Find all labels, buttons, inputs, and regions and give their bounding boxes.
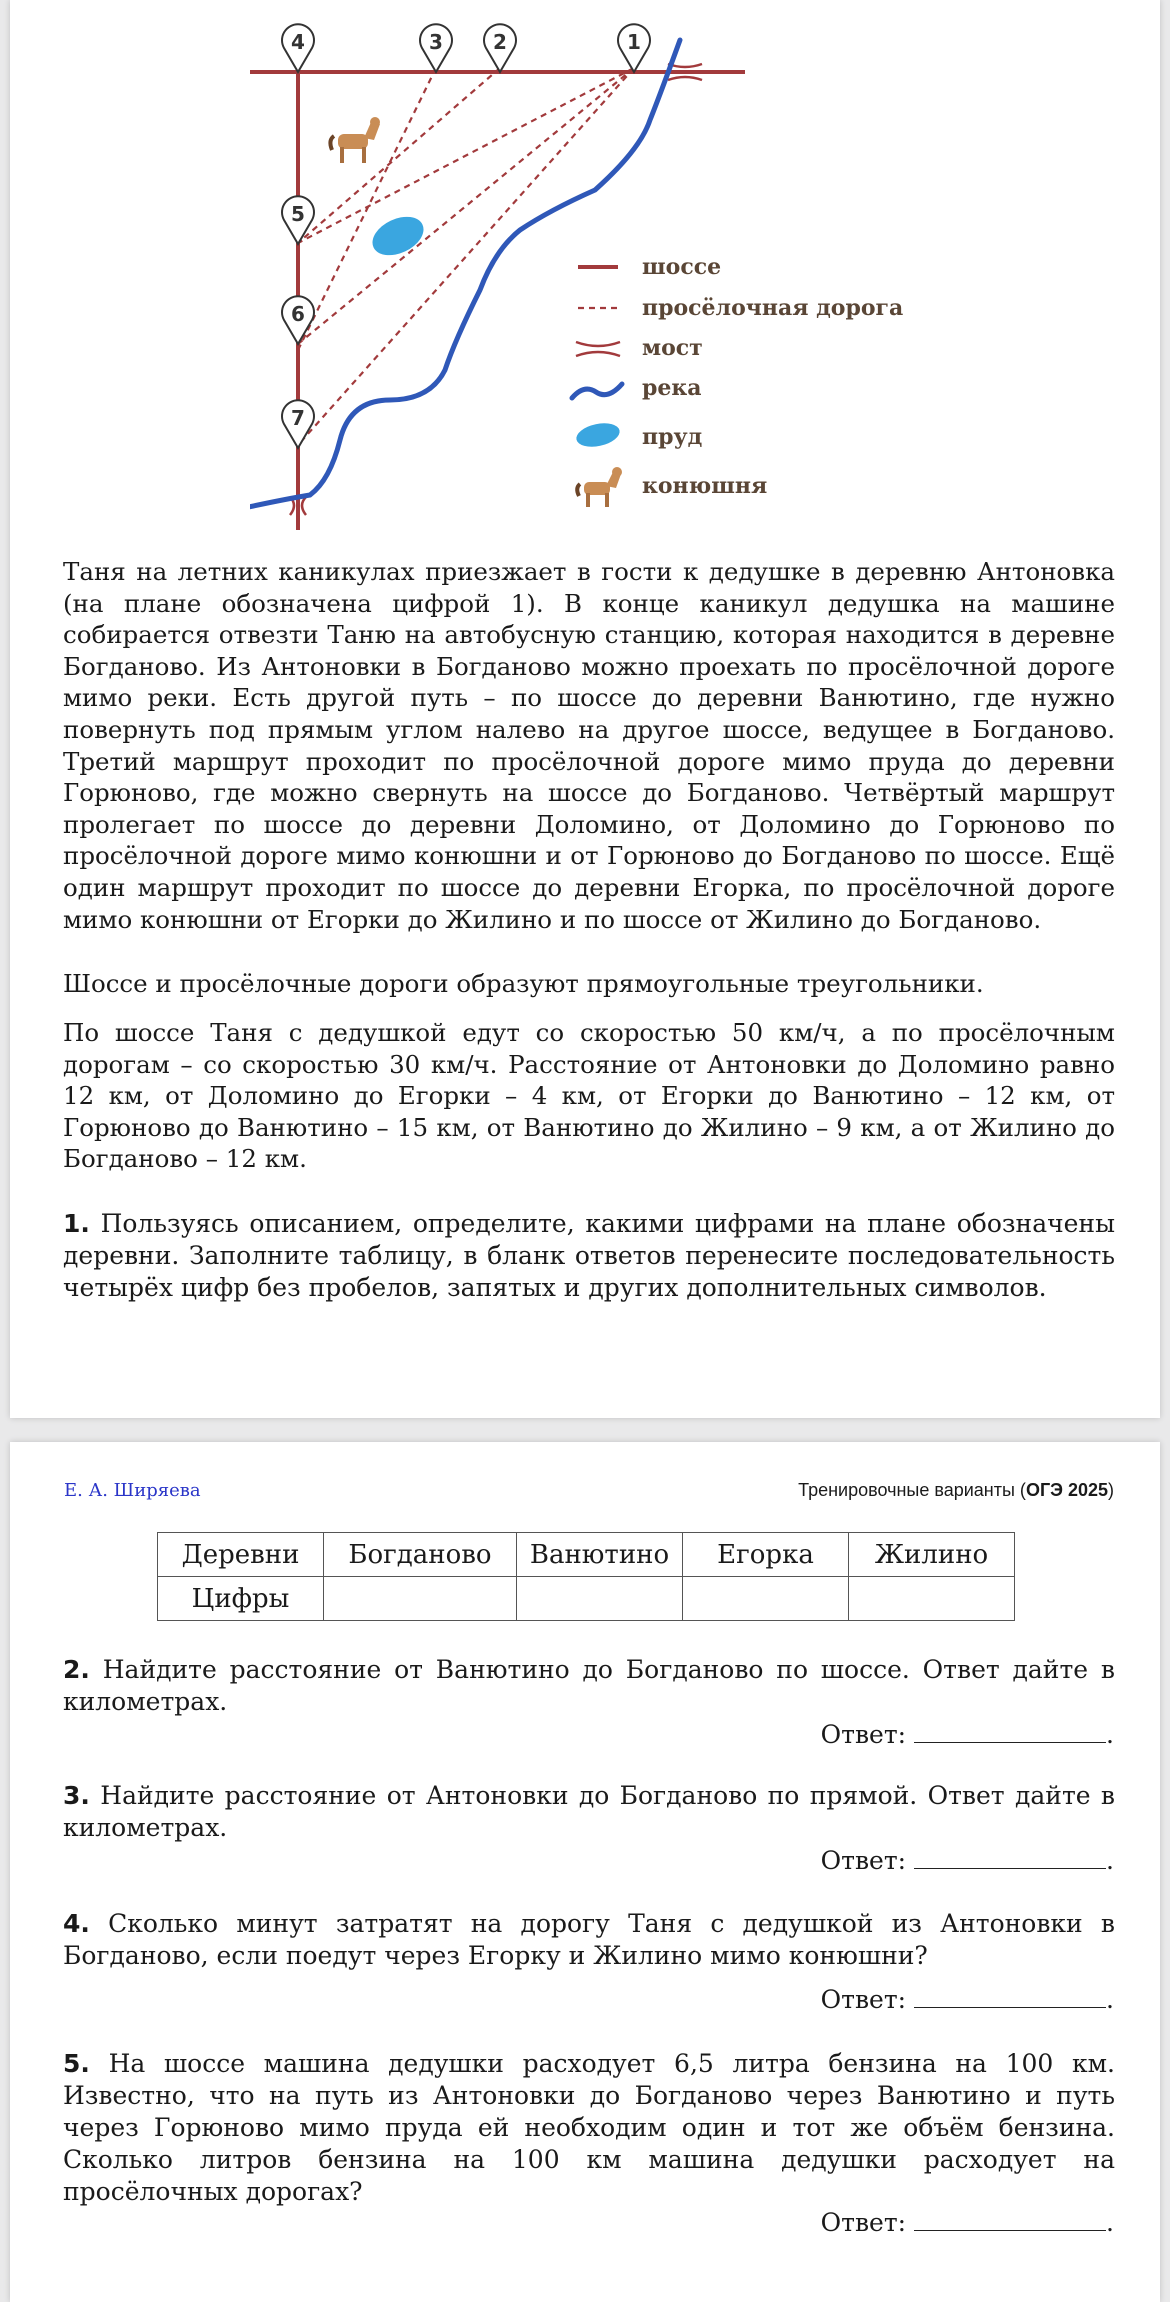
question-5: 5. На шоссе машина дедушки расходует 6,5 литра бензина на 100 км. Известно, что на путь из Антоновки до Богданово через Ванютино и путь через Горюново мимо пруда ей необходим один и тот же объём бензина. Сколько литров бензина на 100 км машина дедушки расходует на просёлочных дорогах? (63, 2049, 1115, 2206)
highway-roads (250, 40, 745, 530)
legend-stable: конюшня (642, 473, 768, 499)
pin-6 (282, 296, 314, 344)
legend-river: река (642, 375, 702, 401)
bridge-marks (290, 64, 702, 515)
table-header-cell: Жилино (849, 1533, 1015, 1577)
table-header-cell: Деревни (158, 1533, 324, 1577)
table-header-cell: Ванютино (517, 1533, 683, 1577)
answer-field-2[interactable]: Ответ: . (820, 1720, 1114, 1749)
table-header-cell: Егорка (683, 1533, 849, 1577)
svg-text:4: 4 (291, 30, 305, 54)
page-2 (10, 1442, 1160, 2302)
triangles-paragraph: Шоссе и просёлочные дороги образуют прямоугольные треугольники. (63, 969, 984, 998)
answer-cell[interactable] (683, 1577, 849, 1621)
pin-7 (282, 400, 314, 448)
legend-dirt-road: просёлочная дорога (642, 295, 904, 321)
question-2: 2. Найдите расстояние от Ванютино до Богданово по шоссе. Ответ дайте в километрах. (63, 1655, 1115, 1716)
table-row-label: Цифры (158, 1577, 324, 1621)
question-4: 4. Сколько минут затратят на дорогу Таня с дедушкой из Антоновки в Богданово, если поедут через Егорку и Жилино мимо конюшни? (63, 1909, 1115, 1970)
pin-2 (484, 24, 516, 72)
svg-text:5: 5 (291, 202, 305, 226)
answer-field-5[interactable]: Ответ: . (820, 2208, 1114, 2237)
pond-icon (366, 209, 429, 263)
svg-text:3: 3 (429, 30, 443, 54)
map-pins (282, 24, 650, 448)
question-1: 1. Пользуясь описанием, определите, какими цифрами на плане обозначены деревни. Заполните таблицу, в бланк ответов перенесите последовательность четырёх цифр без пробелов, запятых и других дополнительных символов. (63, 1209, 1115, 1302)
page-1 (10, 0, 1160, 1418)
speeds-paragraph: По шоссе Таня с дедушкой едут со скоростью 50 км/ч, а по просёлочным дорогам – со скоростью 30 км/ч. Расстояние от Антоновки до Доломино равно 12 км, от Доломино до Егорки – 4 км, от Егорки до Ванютино – 12 км, от Горюново до Ванютино – 15 км, от Ванютино до Жилино – 9 км, а от Жилино до Богданово – 12 км. (63, 1018, 1115, 1174)
map-legend (572, 254, 903, 507)
answer-field-4[interactable]: Ответ: . (820, 1985, 1114, 2014)
pin-3 (420, 24, 452, 72)
table-row (158, 1533, 1015, 1577)
svg-text:6: 6 (291, 302, 305, 326)
legend-highway: шоссе (642, 254, 722, 280)
village-map (250, 0, 950, 540)
author-name: Е. А. Ширяева (64, 1480, 201, 1501)
question-3: 3. Найдите расстояние от Антоновки до Богданово по прямой. Ответ дайте в километрах. (63, 1781, 1115, 1842)
story-paragraph: Таня на летних каникулах приезжает в гости к дедушке в деревню Антоновка (на плане обозначена цифрой 1). В конце каникул дедушка на машине собирается отвезти Таню на автобусную станцию, которая находится в деревне Богданово. Из Антоновки в Богданово можно проехать по просёлочной дороге мимо реки. Есть другой путь – по шоссе до деревни Ванютино, где нужно повернуть под прямым углом налево на другое шоссе, ведущее в Богданово. Третий маршрут проходит по просёлочной дороге мимо пруда до деревни Горюново, где можно свернуть на шоссе до Богданово. Четвёртый маршрут пролегает по шоссе до деревни Доломино, от Доломино до Горюново по просёлочной дороге мимо конюшни и от Горюново до Богданово по шоссе. Ещё один маршрут проходит по шоссе до деревни Егорка, по просёлочной дороге мимо конюшни от Егорки до Жилино и по шоссе от Жилино до Богданово. (63, 557, 1115, 934)
legend-horse-icon (577, 467, 622, 507)
svg-text:1: 1 (627, 30, 641, 54)
pin-1 (618, 24, 650, 72)
pin-4 (282, 24, 314, 72)
series-title: Тренировочные варианты (ОГЭ 2025) (798, 1480, 1114, 1500)
legend-pond: пруд (642, 424, 703, 450)
answer-cell[interactable] (517, 1577, 683, 1621)
table-header-cell: Богданово (324, 1533, 517, 1577)
answer-cell[interactable] (324, 1577, 517, 1621)
villages-table (157, 1532, 1015, 1621)
legend-bridge: мост (642, 335, 703, 361)
answer-cell[interactable] (849, 1577, 1015, 1621)
river (250, 40, 680, 510)
svg-text:2: 2 (493, 30, 507, 54)
table-row (158, 1577, 1015, 1621)
horse-icon (330, 117, 380, 163)
svg-text:7: 7 (291, 406, 305, 430)
answer-field-3[interactable]: Ответ: . (820, 1846, 1114, 1875)
